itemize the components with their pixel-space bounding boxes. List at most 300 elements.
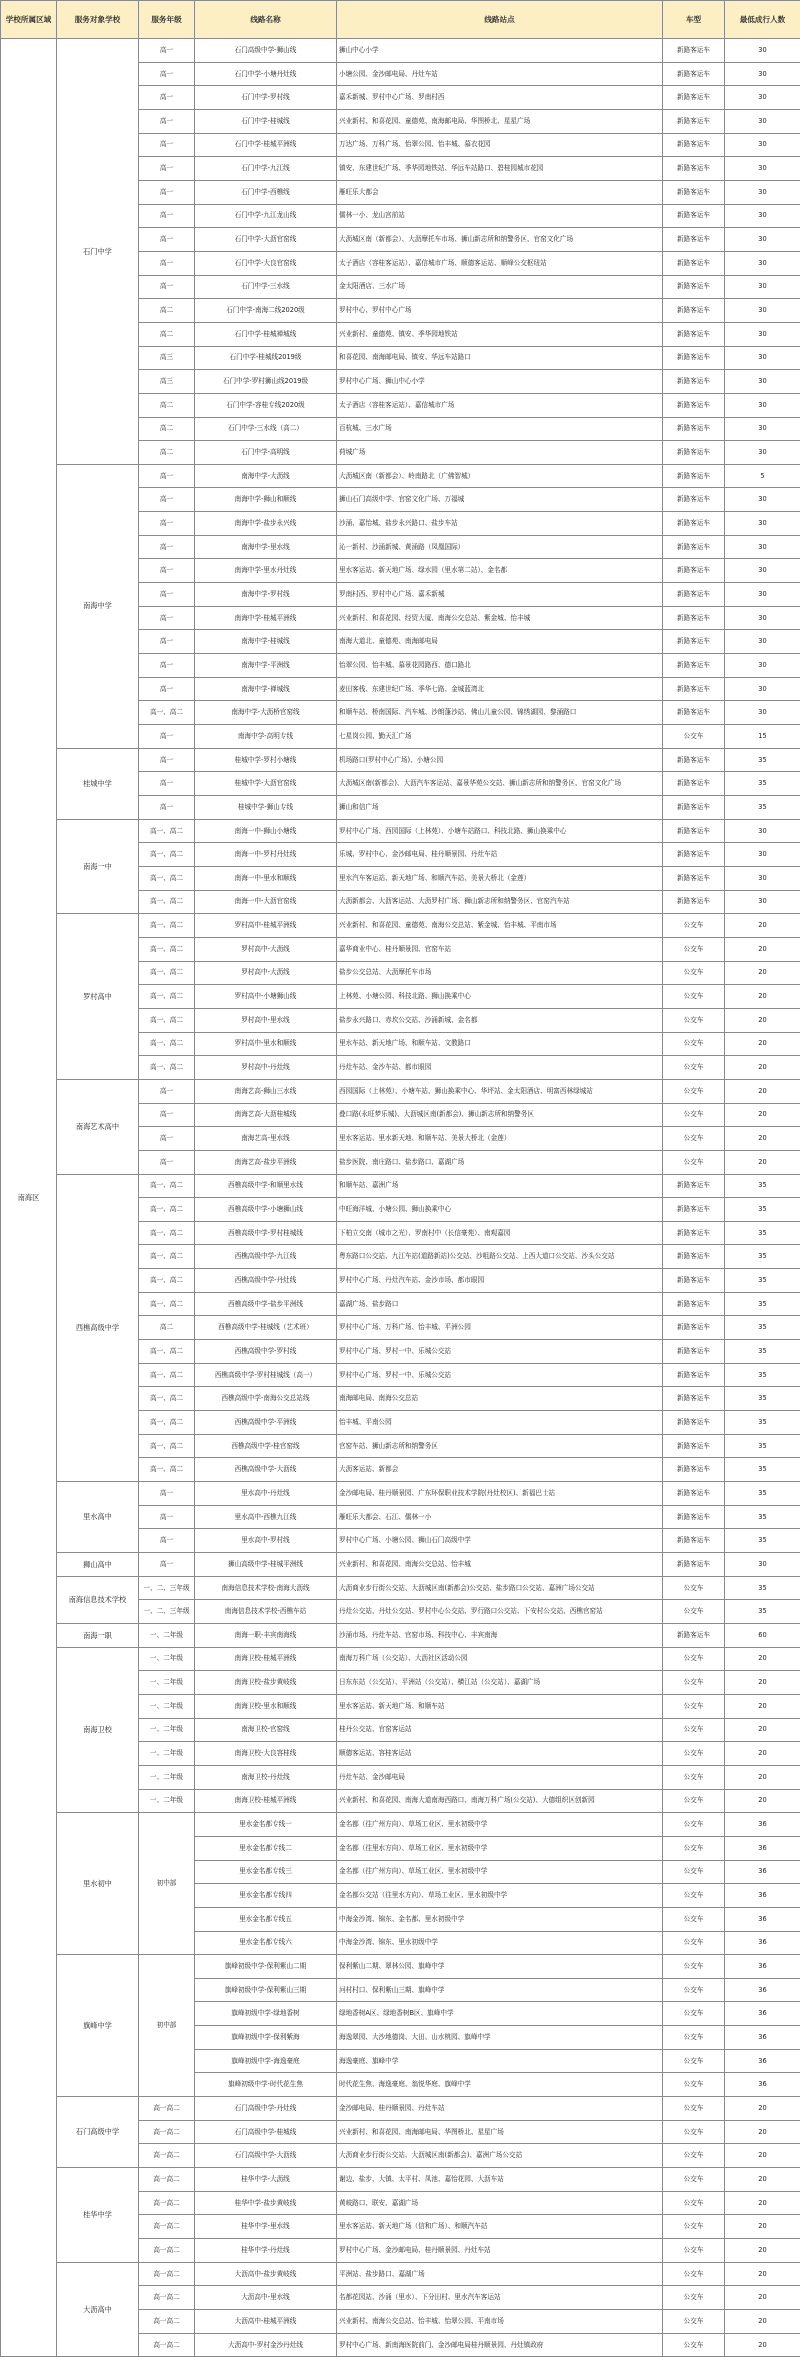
route-cell: 里水金名都专线三 xyxy=(195,1860,337,1884)
stops-cell: 万达广场、万科广场、怡翠公园、怡丰城、慕衣花园 xyxy=(337,133,663,157)
grade-cell: 高一 xyxy=(139,62,195,86)
route-cell: 石门中学-九江龙山线 xyxy=(195,204,337,228)
route-cell: 南海一职-丰宾南海线 xyxy=(195,1623,337,1647)
stops-cell: 金名都公交站（往里水方向）、草场工业区、里水初级中学 xyxy=(337,1884,663,1908)
stops-cell: 日东东站（公交站）、平洲站（公交站）、横江站（公交站）、嘉湖广场 xyxy=(337,1671,663,1695)
route-cell: 大沥高中-罗村金沙丹灶线 xyxy=(195,2333,337,2357)
vehicle-type-cell: 公交车 xyxy=(663,2191,725,2215)
route-cell: 南海中学-狮山和顺线 xyxy=(195,488,337,512)
min-riders-cell: 20 xyxy=(725,961,800,985)
table-row xyxy=(1,2097,800,2121)
school-cell: 旗峰中学 xyxy=(57,1955,139,2097)
stops-cell: 狮山中心小学 xyxy=(337,39,663,63)
grade-cell: 高一、高二 xyxy=(139,1269,195,1293)
route-cell: 西樵高级中学-小塘狮山线 xyxy=(195,1198,337,1222)
header-stops: 线路站点 xyxy=(337,1,663,39)
grade-cell: 高一高二 xyxy=(139,2286,195,2310)
grade-cell: 高一高二 xyxy=(139,2215,195,2239)
grade-cell: 高一 xyxy=(139,583,195,607)
route-cell: 南海中学-桂城线 xyxy=(195,630,337,654)
min-riders-cell: 35 xyxy=(725,1174,800,1198)
min-riders-cell: 35 xyxy=(725,1434,800,1458)
district-cell: 南海区 xyxy=(1,39,57,2357)
vehicle-type-cell: 公交车 xyxy=(663,1931,725,1955)
min-riders-cell: 15 xyxy=(725,725,800,749)
vehicle-type-cell: 新路客运车 xyxy=(663,559,725,583)
stops-cell: 中旺海洋城、小塘公园、狮山换乘中心 xyxy=(337,1198,663,1222)
vehicle-type-cell: 公交车 xyxy=(663,2215,725,2239)
stops-cell: 雁旺乐大都会 xyxy=(337,180,663,204)
route-cell: 里水金名都专线五 xyxy=(195,1907,337,1931)
stops-cell: 金沙邮电局、桂丹顺景园、广东环保职业技术学院(丹灶校区)、新福巴士站 xyxy=(337,1482,663,1506)
school-cell: 桂华中学 xyxy=(57,2168,139,2263)
stops-cell: 中海金沙湾、锦东、金名都、里水初级中学 xyxy=(337,1907,663,1931)
stops-cell: 小塘公园、金沙邮电局、丹灶车站 xyxy=(337,62,663,86)
stops-cell: 兴业新村、和喜花园、南海邮电局、华图桥北、星星广场 xyxy=(337,2120,663,2144)
min-riders-cell: 30 xyxy=(725,890,800,914)
min-riders-cell: 20 xyxy=(725,1789,800,1813)
grade-cell: 高一高二 xyxy=(139,2191,195,2215)
grade-cell: 高一 xyxy=(139,535,195,559)
grade-cell: 高一、高二 xyxy=(139,1292,195,1316)
min-riders-cell: 30 xyxy=(725,819,800,843)
grade-cell: 高一 xyxy=(139,677,195,701)
route-cell: 罗村高中-里水线 xyxy=(195,1008,337,1032)
route-cell: 西樵高级中学-和顺里水线 xyxy=(195,1174,337,1198)
vehicle-type-cell: 新路客运车 xyxy=(663,654,725,678)
route-cell: 南海一中-里水和顺线 xyxy=(195,866,337,890)
grade-cell: 高一高二 xyxy=(139,2333,195,2357)
route-cell: 石门中学-桂城平洲线 xyxy=(195,133,337,157)
grade-cell: 高一 xyxy=(139,1529,195,1553)
route-cell: 南海一中-罗村丹灶线 xyxy=(195,843,337,867)
stops-cell: 雁旺乐大都会、石江、儒林一小 xyxy=(337,1505,663,1529)
school-cell: 狮山高中 xyxy=(57,1553,139,1577)
vehicle-type-cell: 新路客运车 xyxy=(663,1458,725,1482)
route-cell: 桂华中学-丹灶线 xyxy=(195,2239,337,2263)
stops-cell: 里水车站、新天地广场、和顺车站、文教路口 xyxy=(337,1032,663,1056)
table-row xyxy=(1,1576,800,1600)
min-riders-cell: 20 xyxy=(725,2120,800,2144)
min-riders-cell: 20 xyxy=(725,1008,800,1032)
min-riders-cell: 20 xyxy=(725,1647,800,1671)
min-riders-cell: 35 xyxy=(725,1363,800,1387)
route-cell: 南海中学-里水丹灶线 xyxy=(195,559,337,583)
stops-cell: 太子酒店（容桂客运站）、嘉信城市广场、顺德客运站、顺峰公交枢纽站 xyxy=(337,251,663,275)
stops-cell: 桂丹公交站、官窑客运站 xyxy=(337,1718,663,1742)
vehicle-type-cell: 公交车 xyxy=(663,1671,725,1695)
stops-cell: 镇安、东建世纪广场、季华园地铁站、华远车站路口、碧桂园城市花园 xyxy=(337,157,663,181)
vehicle-type-cell: 新路客运车 xyxy=(663,1269,725,1293)
min-riders-cell: 20 xyxy=(725,1056,800,1080)
route-cell: 石门高级中学-狮山线 xyxy=(195,39,337,63)
min-riders-cell: 30 xyxy=(725,228,800,252)
vehicle-type-cell: 公交车 xyxy=(663,1150,725,1174)
min-riders-cell: 30 xyxy=(725,441,800,465)
grade-cell: 高一、高二 xyxy=(139,1245,195,1269)
vehicle-type-cell: 公交车 xyxy=(663,2049,725,2073)
vehicle-type-cell: 公交车 xyxy=(663,937,725,961)
grade-cell: 高一 xyxy=(139,748,195,772)
stops-cell: 兴业新村、和喜花园、南海公交总站、怡丰城 xyxy=(337,1553,663,1577)
stops-cell: 大沥商业步行街公交站、大沥城区南(新都会)公交站、盐步路口公交站、嘉洲广场公交站 xyxy=(337,1576,663,1600)
grade-cell: 一、二年级 xyxy=(139,1718,195,1742)
stops-cell: 兴业新村、童德苑、镇安、季华园地铁站 xyxy=(337,322,663,346)
vehicle-type-cell: 公交车 xyxy=(663,1836,725,1860)
route-cell: 石门中学-桂城线 xyxy=(195,109,337,133)
school-cell: 南海信息技术学校 xyxy=(57,1576,139,1623)
route-cell: 西樵高级中学-丹灶线 xyxy=(195,1269,337,1293)
vehicle-type-cell: 公交车 xyxy=(663,1576,725,1600)
vehicle-type-cell: 新路客运车 xyxy=(663,39,725,63)
route-cell: 南海卫校-桂城平洲线 xyxy=(195,1647,337,1671)
min-riders-cell: 20 xyxy=(725,985,800,1009)
grade-cell: 高一高二 xyxy=(139,2120,195,2144)
stops-cell: 金太阳酒店、三水广场 xyxy=(337,275,663,299)
route-cell: 大沥高中-桂城平洲线 xyxy=(195,2310,337,2334)
min-riders-cell: 35 xyxy=(725,1387,800,1411)
stops-cell: 金沙邮电局、桂丹顺景园、丹灶车站 xyxy=(337,2097,663,2121)
min-riders-cell: 30 xyxy=(725,417,800,441)
grade-cell: 高一、高二 xyxy=(139,819,195,843)
route-cell: 石门中学-南海二线2020级 xyxy=(195,299,337,323)
vehicle-type-cell: 公交车 xyxy=(663,725,725,749)
min-riders-cell: 30 xyxy=(725,512,800,536)
route-cell: 南海艺高-盐步平洲线 xyxy=(195,1150,337,1174)
vehicle-type-cell: 公交车 xyxy=(663,1765,725,1789)
route-cell: 旗峰初级中学-绿地香树 xyxy=(195,2002,337,2026)
min-riders-cell: 30 xyxy=(725,1553,800,1577)
route-cell: 南海中学-罗村线 xyxy=(195,583,337,607)
route-cell: 旗峰初级中学-时代花生焦 xyxy=(195,2073,337,2097)
min-riders-cell: 20 xyxy=(725,1150,800,1174)
stops-cell: 金名都（往广州方向）、草场工业区、里水初级中学 xyxy=(337,1813,663,1837)
stops-cell: 沁一新村、沙涌新城、黄涌路（凤凰国际） xyxy=(337,535,663,559)
stops-cell: 罗村中心广场、罗村一中、乐城公交站 xyxy=(337,1363,663,1387)
stops-cell: 平洲站、盐步路口、嘉湖广场 xyxy=(337,2262,663,2286)
vehicle-type-cell: 公交车 xyxy=(663,1008,725,1032)
route-cell: 南海中学-桂城平洲线 xyxy=(195,606,337,630)
grade-cell: 高一、高二 xyxy=(139,1411,195,1435)
vehicle-type-cell: 新路客运车 xyxy=(663,1411,725,1435)
grade-cell: 高一 xyxy=(139,464,195,488)
school-cell: 石门中学 xyxy=(57,39,139,465)
min-riders-cell: 30 xyxy=(725,157,800,181)
min-riders-cell: 35 xyxy=(725,1316,800,1340)
route-cell: 石门中学-大沥官窑线 xyxy=(195,228,337,252)
route-cell: 罗村高中-桂城平洲线 xyxy=(195,914,337,938)
route-cell: 里水金名都专线一 xyxy=(195,1813,337,1837)
vehicle-type-cell: 公交车 xyxy=(663,2286,725,2310)
route-cell: 石门中学-九江线 xyxy=(195,157,337,181)
min-riders-cell: 30 xyxy=(725,204,800,228)
vehicle-type-cell: 新路客运车 xyxy=(663,890,725,914)
min-riders-cell: 20 xyxy=(725,2097,800,2121)
route-cell: 石门中学-桂城禅城线 xyxy=(195,322,337,346)
min-riders-cell: 20 xyxy=(725,1079,800,1103)
stops-cell: 机场路口(罗村中心广场)、小塘公园 xyxy=(337,748,663,772)
stops-cell: 狮山石门高级中学、官窑文化广场、万福城 xyxy=(337,488,663,512)
vehicle-type-cell: 新路客运车 xyxy=(663,1482,725,1506)
school-cell: 西樵高级中学 xyxy=(57,1174,139,1482)
route-cell: 南海艺高-大沥桂城线 xyxy=(195,1103,337,1127)
min-riders-cell: 30 xyxy=(725,866,800,890)
min-riders-cell: 20 xyxy=(725,2215,800,2239)
stops-cell: 名都花园站、沙涌（里水）、下分田村、里水汽车客运站 xyxy=(337,2286,663,2310)
vehicle-type-cell: 新路客运车 xyxy=(663,630,725,654)
vehicle-type-cell: 新路客运车 xyxy=(663,796,725,820)
min-riders-cell: 35 xyxy=(725,1411,800,1435)
min-riders-cell: 60 xyxy=(725,1623,800,1647)
min-riders-cell: 30 xyxy=(725,701,800,725)
vehicle-type-cell: 新路客运车 xyxy=(663,62,725,86)
route-cell: 西樵高级中学-南海公交总站线 xyxy=(195,1387,337,1411)
stops-cell: 大沥客运站、新都会 xyxy=(337,1458,663,1482)
table-row xyxy=(1,1623,800,1647)
route-cell: 西樵高级中学-盐步平洲线 xyxy=(195,1292,337,1316)
header-route: 线路名称 xyxy=(195,1,337,39)
header-district: 学校所属区域 xyxy=(1,1,57,39)
route-cell: 桂华中学-盐步黄岐线 xyxy=(195,2191,337,2215)
min-riders-cell: 30 xyxy=(725,62,800,86)
min-riders-cell: 30 xyxy=(725,654,800,678)
stops-cell: 丹灶车站、金沙车站、都市眼园 xyxy=(337,1056,663,1080)
vehicle-type-cell: 新路客运车 xyxy=(663,843,725,867)
route-cell: 南海一中-大沥官窑线 xyxy=(195,890,337,914)
stops-cell: 和喜花园、南海邮电局、镇安、华远车站路口 xyxy=(337,346,663,370)
vehicle-type-cell: 新路客运车 xyxy=(663,464,725,488)
stops-cell: 绿地香树A区、绿地香树B区、旗峰中学 xyxy=(337,2002,663,2026)
route-cell: 石门中学-罗村线 xyxy=(195,86,337,110)
grade-cell: 高一、高二 xyxy=(139,1008,195,1032)
route-cell: 西樵高级中学-平洲线 xyxy=(195,1411,337,1435)
vehicle-type-cell: 新路客运车 xyxy=(663,488,725,512)
min-riders-cell: 30 xyxy=(725,535,800,559)
vehicle-type-cell: 新路客运车 xyxy=(663,1434,725,1458)
school-cell: 大沥高中 xyxy=(57,2262,139,2357)
vehicle-type-cell: 公交车 xyxy=(663,1694,725,1718)
stops-cell: 大沥新都会、大沥客运站、大沥罗村广场、狮山新志所和纳警务区、官窑汽车站 xyxy=(337,890,663,914)
route-cell: 桂城中学-罗村小塘线 xyxy=(195,748,337,772)
grade-cell: 高一 xyxy=(139,559,195,583)
grade-cell: 高一 xyxy=(139,606,195,630)
vehicle-type-cell: 新路客运车 xyxy=(663,275,725,299)
grade-cell: 高一、高二 xyxy=(139,1340,195,1364)
min-riders-cell: 20 xyxy=(725,2191,800,2215)
min-riders-cell: 35 xyxy=(725,796,800,820)
vehicle-type-cell: 新路客运车 xyxy=(663,393,725,417)
table-row xyxy=(1,819,800,843)
route-cell: 里水高中-西樵九江线 xyxy=(195,1505,337,1529)
min-riders-cell: 30 xyxy=(725,559,800,583)
vehicle-type-cell: 公交车 xyxy=(663,1789,725,1813)
vehicle-type-cell: 新路客运车 xyxy=(663,346,725,370)
vehicle-type-cell: 新路客运车 xyxy=(663,701,725,725)
stops-cell: 大沥城区南(新都会)、大沥汽车客运站、嘉景华苑公交站、狮山新志所和纳警务区、官窑文化广场 xyxy=(337,772,663,796)
school-cell: 南海一职 xyxy=(57,1623,139,1647)
stops-cell: 顺德客运站、容桂客运站 xyxy=(337,1742,663,1766)
stops-cell: 时代花生焦、海逸豪庭、翁悦华庭、旗峰中学 xyxy=(337,2073,663,2097)
vehicle-type-cell: 新路客运车 xyxy=(663,1292,725,1316)
min-riders-cell: 36 xyxy=(725,2026,800,2050)
vehicle-type-cell: 公交车 xyxy=(663,2073,725,2097)
school-cell: 南海一中 xyxy=(57,819,139,914)
grade-cell: 高一、高二 xyxy=(139,866,195,890)
min-riders-cell: 30 xyxy=(725,86,800,110)
min-riders-cell: 30 xyxy=(725,677,800,701)
grade-cell: 高一 xyxy=(139,796,195,820)
vehicle-type-cell: 公交车 xyxy=(663,2310,725,2334)
stops-cell: 兴业新村、和喜花园、经贸大厦、南海公交总站、紫金城、怡丰城 xyxy=(337,606,663,630)
min-riders-cell: 36 xyxy=(725,1931,800,1955)
route-cell: 南海艺高-里水线 xyxy=(195,1127,337,1151)
stops-cell: 南海大道北、童德苑、南海邮电局 xyxy=(337,630,663,654)
min-riders-cell: 30 xyxy=(725,630,800,654)
stops-cell: 百杭城、三水广场 xyxy=(337,417,663,441)
route-cell: 南海中学-盐步永兴线 xyxy=(195,512,337,536)
vehicle-type-cell: 新路客运车 xyxy=(663,322,725,346)
route-cell: 南海卫校-丹灶线 xyxy=(195,1765,337,1789)
vehicle-type-cell: 公交车 xyxy=(663,2097,725,2121)
route-cell: 罗村高中-大沥线 xyxy=(195,937,337,961)
vehicle-type-cell: 公交车 xyxy=(663,961,725,985)
vehicle-type-cell: 公交车 xyxy=(663,1079,725,1103)
grade-cell: 高一 xyxy=(139,1079,195,1103)
stops-cell: 谢边、盐步、大镇、太平村、凤池、嘉怡花园、大沥车站 xyxy=(337,2168,663,2192)
stops-cell: 嘉禾新城、罗村中心广场、罗南村西 xyxy=(337,86,663,110)
min-riders-cell: 30 xyxy=(725,843,800,867)
vehicle-type-cell: 新路客运车 xyxy=(663,772,725,796)
vehicle-type-cell: 公交车 xyxy=(663,914,725,938)
vehicle-type-cell: 新路客运车 xyxy=(663,1553,725,1577)
vehicle-type-cell: 新路客运车 xyxy=(663,109,725,133)
grade-cell: 高三 xyxy=(139,346,195,370)
route-cell: 罗村高中-大沥线 xyxy=(195,961,337,985)
grade-cell: 一、二年级 xyxy=(139,1623,195,1647)
vehicle-type-cell: 新路客运车 xyxy=(663,1174,725,1198)
vehicle-type-cell: 公交车 xyxy=(663,2333,725,2357)
vehicle-type-cell: 新路客运车 xyxy=(663,180,725,204)
min-riders-cell: 36 xyxy=(725,1884,800,1908)
stops-cell: 南海万科广场（公交站）、大沥社区活动公园 xyxy=(337,1647,663,1671)
grade-cell: 高一 xyxy=(139,1482,195,1506)
vehicle-type-cell: 新路客运车 xyxy=(663,1245,725,1269)
grade-cell: 一、二、三年级 xyxy=(139,1576,195,1600)
grade-cell: 一、二年级 xyxy=(139,1647,195,1671)
route-cell: 石门中学-三水线 xyxy=(195,275,337,299)
route-cell: 大沥高中-里水线 xyxy=(195,2286,337,2310)
stops-cell: 海逸翠园、大沙地德岗、大田、山水桃园、旗峰中学 xyxy=(337,2026,663,2050)
grade-cell: 一、二年级 xyxy=(139,1671,195,1695)
grade-cell: 一、二年级 xyxy=(139,1765,195,1789)
min-riders-cell: 20 xyxy=(725,1742,800,1766)
vehicle-type-cell: 新路客运车 xyxy=(663,133,725,157)
route-cell: 石门中学-容桂专线2020级 xyxy=(195,393,337,417)
min-riders-cell: 35 xyxy=(725,1529,800,1553)
vehicle-type-cell: 公交车 xyxy=(663,1056,725,1080)
route-cell: 桂城中学-狮山专线 xyxy=(195,796,337,820)
route-cell: 桂城中学-大沥官窑线 xyxy=(195,772,337,796)
route-cell: 石门中学-西樵线 xyxy=(195,180,337,204)
vehicle-type-cell: 公交车 xyxy=(663,1600,725,1624)
stops-cell: 沙涌市场、丹灶车站、官窑市场、科技中心、丰宾南海 xyxy=(337,1623,663,1647)
min-riders-cell: 30 xyxy=(725,299,800,323)
min-riders-cell: 35 xyxy=(725,1340,800,1364)
vehicle-type-cell: 新路客运车 xyxy=(663,677,725,701)
stops-cell: 金名都（往里水方向）、草场工业区、里水初级中学 xyxy=(337,1836,663,1860)
grade-cell: 初中部 xyxy=(139,1955,195,2097)
stops-cell: 粤东路口公交站、九江车站(道路新站)公交站、沙咀路公交站、上西大道口公交站、沙头公交站 xyxy=(337,1245,663,1269)
stops-cell: 盐步医院、南庄路口、盐步路口、嘉湖广场 xyxy=(337,1150,663,1174)
stops-cell: 兴业新村、南海公交总站、怡丰城、怡翠公园、平南市场 xyxy=(337,2310,663,2334)
min-riders-cell: 36 xyxy=(725,1836,800,1860)
vehicle-type-cell: 新路客运车 xyxy=(663,86,725,110)
route-cell: 石门高级中学-丹灶线 xyxy=(195,2097,337,2121)
route-cell: 里水金名都专线六 xyxy=(195,1931,337,1955)
table-row xyxy=(1,39,800,63)
vehicle-type-cell: 新路客运车 xyxy=(663,1198,725,1222)
table-row xyxy=(1,464,800,488)
school-cell: 南海中学 xyxy=(57,464,139,748)
vehicle-type-cell: 新路客运车 xyxy=(663,228,725,252)
route-cell: 罗村高中-里水和顺线 xyxy=(195,1032,337,1056)
grade-cell: 高一 xyxy=(139,228,195,252)
min-riders-cell: 36 xyxy=(725,1955,800,1979)
min-riders-cell: 30 xyxy=(725,322,800,346)
stops-cell: 嘉华商业中心、桂丹顺景园、官窑车站 xyxy=(337,937,663,961)
vehicle-type-cell: 公交车 xyxy=(663,2026,725,2050)
vehicle-type-cell: 新路客运车 xyxy=(663,512,725,536)
min-riders-cell: 20 xyxy=(725,2168,800,2192)
table-row xyxy=(1,2262,800,2286)
grade-cell: 高三 xyxy=(139,370,195,394)
route-cell: 南海卫校-官窑线 xyxy=(195,1718,337,1742)
vehicle-type-cell: 新路客运车 xyxy=(663,1505,725,1529)
grade-cell: 高一 xyxy=(139,109,195,133)
route-cell: 石门高级中学-桂城线 xyxy=(195,2120,337,2144)
vehicle-type-cell: 公交车 xyxy=(663,1955,725,1979)
grade-cell: 高一 xyxy=(139,86,195,110)
school-cell: 里水初中 xyxy=(57,1813,139,1955)
grade-cell: 高一高二 xyxy=(139,2262,195,2286)
header-type: 车型 xyxy=(663,1,725,39)
route-cell: 南海中学-大沥桥官窑线 xyxy=(195,701,337,725)
header-min-riders: 最低成行人数 xyxy=(725,1,800,39)
grade-cell: 高一 xyxy=(139,275,195,299)
min-riders-cell: 35 xyxy=(725,1269,800,1293)
stops-cell: 南海邮电局、南海公交总站 xyxy=(337,1387,663,1411)
header-school: 服务对象学校 xyxy=(57,1,139,39)
route-cell: 石门中学-高明线 xyxy=(195,441,337,465)
stops-cell: 西园国际（上林苑）、小塘车站、狮山换乘中心、华坪站、金太阳酒店、明富西林绿城站 xyxy=(337,1079,663,1103)
min-riders-cell: 20 xyxy=(725,2333,800,2357)
route-cell: 南海中学-禅城线 xyxy=(195,677,337,701)
vehicle-type-cell: 公交车 xyxy=(663,1813,725,1837)
route-cell: 旗峰初级中学-保利紫山二期 xyxy=(195,1955,337,1979)
route-cell: 西樵高级中学-罗村线 xyxy=(195,1340,337,1364)
table-row xyxy=(1,1647,800,1671)
vehicle-type-cell: 新路客运车 xyxy=(663,819,725,843)
school-cell: 桂城中学 xyxy=(57,748,139,819)
min-riders-cell: 30 xyxy=(725,606,800,630)
min-riders-cell: 30 xyxy=(725,275,800,299)
grade-cell: 高二 xyxy=(139,299,195,323)
stops-cell: 罗村中心广场、丹灶汽车站、金沙市场、都市眼园 xyxy=(337,1269,663,1293)
vehicle-type-cell: 新路客运车 xyxy=(663,1529,725,1553)
stops-cell: 罗村中心广场、小塘公园、狮山石门高级中学 xyxy=(337,1529,663,1553)
min-riders-cell: 30 xyxy=(725,393,800,417)
min-riders-cell: 35 xyxy=(725,1198,800,1222)
